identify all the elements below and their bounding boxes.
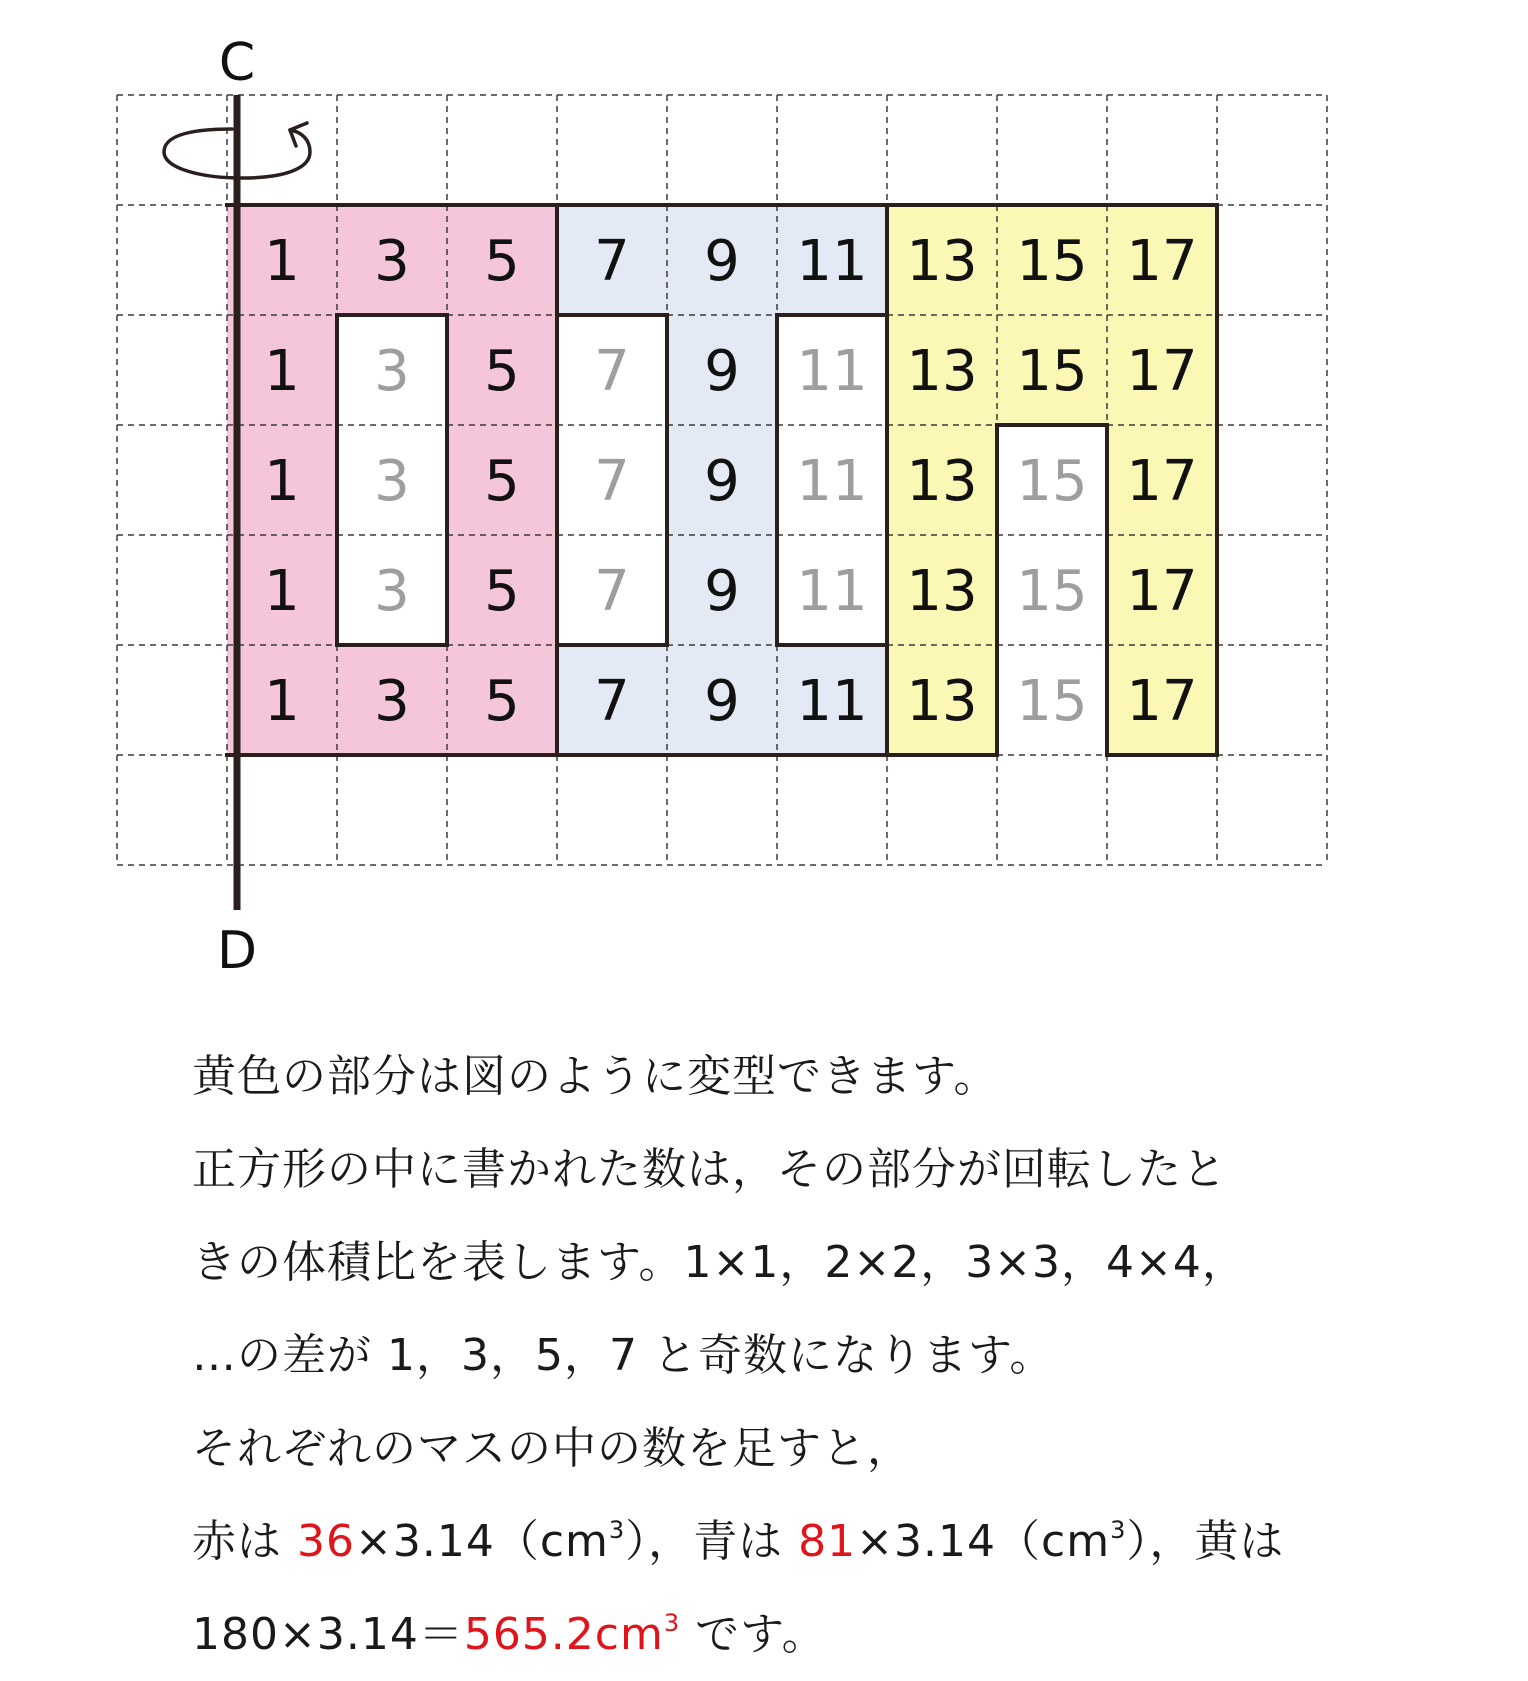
cell-number: 11: [796, 449, 868, 514]
line6-yellow-label: ），黄は: [1126, 1516, 1285, 1567]
answer-unit-sup: 3: [663, 1609, 681, 1637]
axis-label-bottom: D: [216, 921, 258, 981]
explanation-line-3: きの体積比を表します。1×1，2×2，3×3，4×4，: [192, 1237, 1247, 1288]
cell-number: 17: [1126, 559, 1198, 624]
cell-number: 5: [484, 339, 520, 404]
explanation-text: [192, 1030, 1432, 1681]
cell-number: 5: [484, 559, 520, 624]
cell-number: 17: [1126, 229, 1198, 294]
line6-blue-unit-sup: 3: [1110, 1516, 1127, 1544]
answer-value: 565.2: [463, 1609, 595, 1660]
cell-number: 1: [264, 339, 300, 404]
cell-number: 1: [264, 669, 300, 734]
cell-number: 11: [796, 559, 868, 624]
cell-number: 3: [374, 559, 410, 624]
cell-number: 17: [1126, 449, 1198, 514]
cell-number: 15: [1016, 669, 1088, 734]
cell-number: 5: [484, 229, 520, 294]
blue-volume-value: 81: [798, 1516, 857, 1567]
line6-red-unit: ×3.14（cm: [355, 1516, 609, 1567]
cell-number: 7: [594, 229, 630, 294]
cell-number: 13: [906, 669, 978, 734]
cell-number: 15: [1016, 339, 1088, 404]
axis-label-top: C: [218, 33, 256, 93]
explanation-line-5: それぞれのマスの中の数を足すと，: [192, 1423, 912, 1474]
cell-number: 9: [704, 229, 740, 294]
cell-number: 5: [484, 669, 520, 734]
line6-red-unit-sup: 3: [608, 1516, 626, 1544]
cell-number: 3: [374, 449, 410, 514]
cell-number: 15: [1016, 449, 1088, 514]
cell-number: 15: [1016, 559, 1088, 624]
cell-number: 1: [264, 449, 300, 514]
red-volume-value: 36: [297, 1516, 355, 1567]
cell-number: 3: [374, 229, 410, 294]
cell-number: 9: [704, 669, 740, 734]
explanation-line-4: …の差が 1，3，5，7 と奇数になります。: [192, 1330, 1055, 1381]
explanation-line-1: 黄色の部分は図のように変型できます。: [192, 1051, 999, 1102]
cell-number: 11: [796, 229, 868, 294]
cell-number: 9: [704, 449, 740, 514]
cell-number: 1: [264, 559, 300, 624]
explanation-line-6: [192, 1495, 1432, 1588]
cell-number: 9: [704, 339, 740, 404]
explanation-line-2: 正方形の中に書かれた数は，その部分が回転したと: [192, 1144, 1227, 1195]
answer-unit: cm: [594, 1609, 664, 1660]
cell-number: 3: [374, 669, 410, 734]
cell-number: 1: [264, 229, 300, 294]
cell-number: 7: [594, 669, 630, 734]
cell-number: 3: [374, 339, 410, 404]
cell-number: 11: [796, 339, 868, 404]
line6-blue-unit: ×3.14（cm: [856, 1516, 1111, 1567]
cell-number: 7: [594, 559, 630, 624]
line6-blue-label: ），青は: [625, 1516, 799, 1567]
cell-number: 9: [704, 559, 740, 624]
cell-number: 7: [594, 339, 630, 404]
explanation-line-7: [192, 1588, 1432, 1681]
cell-number: 7: [594, 449, 630, 514]
cell-number: 13: [906, 229, 978, 294]
cell-number: 17: [1126, 669, 1198, 734]
cell-number: 13: [906, 449, 978, 514]
cell-number: 13: [906, 339, 978, 404]
cell-number: 17: [1126, 339, 1198, 404]
line7-ending: です。: [680, 1609, 827, 1660]
cell-number: 15: [1016, 229, 1088, 294]
line7-formula: 180×3.14＝: [192, 1609, 464, 1660]
cell-number: 11: [796, 669, 868, 734]
line6-red-label: 赤は: [192, 1516, 297, 1567]
cell-number: 13: [906, 559, 978, 624]
cell-number: 5: [484, 449, 520, 514]
